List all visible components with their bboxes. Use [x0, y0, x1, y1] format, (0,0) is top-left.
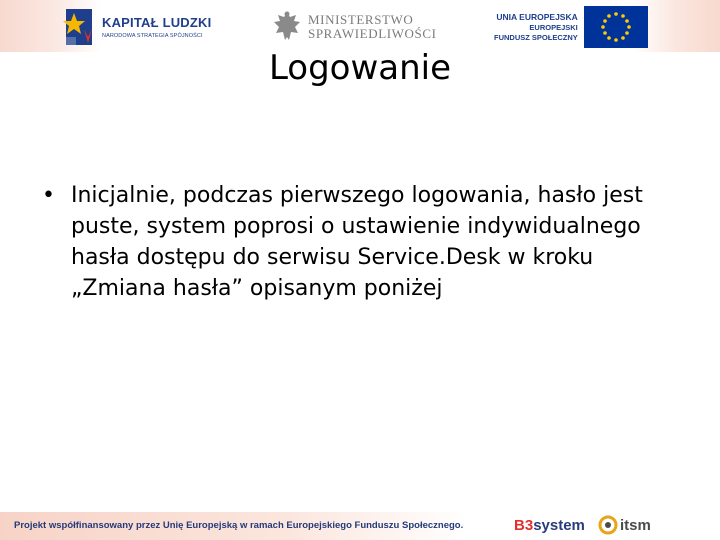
itsm-swirl-icon — [598, 515, 618, 535]
ministry-name-line2: SPRAWIEDLIWOŚCI — [308, 26, 437, 41]
b3-prefix: B3 — [514, 517, 534, 534]
eu-title: UNIA EUROPEJSKA — [496, 11, 578, 22]
eu-line2: EUROPEJSKI — [529, 22, 578, 32]
kapital-ludzki-star-icon — [62, 7, 96, 47]
itsm-logo — [598, 515, 651, 535]
eu-flag-icon — [584, 6, 648, 48]
kapital-ludzki-title: KAPITAŁ LUDZKI — [102, 15, 212, 30]
kapital-ludzki-subtitle: NARODOWA STRATEGIA SPÓJNOŚCI — [102, 33, 203, 39]
slide-title: Logowanie — [268, 48, 452, 88]
footer-cofinance-text: Projekt współfinansowany przez Unię Europejską w ramach Europejskiego Funduszu Społecznego. — [14, 520, 464, 531]
bullet-item — [42, 180, 692, 304]
itsm-text: itsm — [620, 516, 651, 534]
ministry-name-line1: MINISTERSTWO — [308, 12, 414, 27]
b3system-logo — [514, 517, 585, 534]
polish-eagle-icon — [272, 10, 302, 44]
footer-bar — [0, 512, 720, 540]
b3-suffix: system — [533, 517, 585, 534]
bullet-marker: • — [42, 183, 55, 208]
bullet-text: Inicjalnie, podczas pierwszego logowania, hasło jest puste, system poprosi o ustawienie indywidualnego hasła dostępu do serwisu Service.Desk w kroku „Zmiana hasła” opisanym poniżej — [71, 183, 643, 301]
eu-line3: FUNDUSZ SPOŁECZNY — [494, 32, 578, 42]
slide-content — [42, 180, 692, 304]
